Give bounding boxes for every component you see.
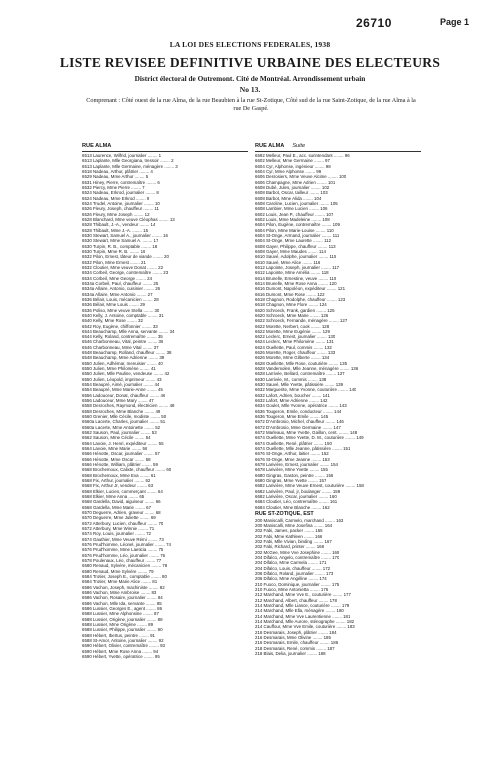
page-label: Page 1: [440, 17, 470, 27]
left-column: [82, 143, 248, 659]
elector-entry: 6546 Charbonneau, Mme Vital ........ 37: [82, 344, 159, 350]
elector-entry: 218 Blais, Delia, journalier ........ 188: [255, 650, 326, 656]
elector-entry: 6590 Hébert, Yvette, opératrice ........ 95: [82, 653, 160, 659]
elector-entry: 6526 Fleury, Joseph, chauffeur ........ 11: [82, 206, 159, 212]
elector-entry: 6678 Larivière, Ernest, journalier ........ 154: [255, 462, 338, 468]
elector-entry: 6524 Nadeau, Mme Erkrod ........ 9: [82, 195, 150, 201]
elector-entry: 6604 Pilon, Mme Marie-Louise ........ 110: [255, 227, 334, 233]
elector-entry: 6550 Julien, Mlle Pauline, vendeuse ........ 42: [82, 371, 170, 377]
elector-entry: 6526 Fleury, Mme Joseph ........ 12: [82, 211, 150, 217]
elector-entry: 6560a Lacerte, Charles, journalier ........ 51: [82, 419, 166, 425]
elector-entry: 6604 St-Onge, Mme Laurette ........ 112: [255, 238, 332, 244]
column-rule: [82, 151, 248, 152]
elector-entry: 6568 Elkier, Mme Anna ........ 65: [82, 494, 145, 499]
elector-entry: 6684 Cloutier, Léo, contremaître ........ 161: [255, 499, 338, 505]
elector-entry: 6513 Laurence, Wilfrid, journalier ........ 1: [82, 153, 162, 158]
elector-entry: 6530 Stewart, Samuel A., journalier ........ 16: [82, 232, 168, 238]
elector-entry: 6540 Kelly, Mme Rose ........ 32: [82, 318, 143, 324]
elector-entry: 6612 Lapointe, Mme Amélia ........ 118: [255, 270, 329, 276]
elector-entry: 6524 Trudel, Antoine, journalier ........ 10: [82, 200, 160, 206]
elector-entry: 6558 Desroches, Mme Blanche ........ 49: [82, 408, 161, 414]
elector-entry: 6566 Hénotte, Oscar, journalier ........ 57: [82, 451, 160, 457]
elector-entry: 6530 Stewart, Mme Samuel A. ........ 17: [82, 238, 159, 244]
elector-entry: 6588 Lussier, Mme Alphonsine ........ 87: [82, 611, 159, 617]
elector-entry: 6624 Leclerc, Mme Philomène ........ 131: [255, 339, 334, 345]
elector-entry: 6604 Cyr, Alphonse, ingénieur ........ 98: [255, 163, 331, 169]
elector-list: [82, 153, 248, 659]
elector-entry: 6568 Gardella, David, aiguiseur ........ 66: [82, 499, 161, 505]
elector-entry: 6570 Deguerre, Mme Juliette ........ 69: [82, 515, 156, 521]
elector-entry: 6566 Hénotte, William, plâtrier ........ 59: [82, 462, 158, 468]
elector-entry: 6528 Thibault, Mme J.-A. ........ 15: [82, 227, 149, 233]
elector-entry: 6588 Lussier, Philippe, journalier ........ 90: [82, 627, 163, 633]
elector-entry: 6678 Larivière, Mme Yvette ........ 155: [255, 467, 328, 473]
elector-list: [255, 153, 421, 510]
elector-entry: 6532 Pilon, Ernest, tâteur de viande ........ 20: [82, 254, 169, 260]
elector-entry: 6592 Melleur, Paul E., acc. surintendant ........ 96: [255, 153, 350, 158]
elector-entry: 6618 Chagnon, Mme Flore ........ 124: [255, 302, 327, 308]
elector-entry: 6588 St-Amor, Antoine, journalier ........ 92: [82, 637, 164, 643]
elector-entry: 6586 Vachon, Mme Ambroise ........ 83: [82, 589, 157, 595]
elector-entry: 210 Fuoco, Mme Antonietta ........ 176: [255, 587, 329, 593]
elector-entry: 6544 Kelly, Roland, contremaître ........ 35: [82, 334, 163, 340]
elector-entry: 6624 Ouellette, Paul, commis ........ 132: [255, 344, 332, 350]
elector-entry: 6628 Vandemolen, Mlle Jeanne, ménagère ........ 136: [255, 366, 359, 372]
elector-entry: 6513 Laplante, Mlle Germaine, ménagère ........ 3: [82, 163, 178, 169]
elector-entry: 6636 Tougeron, Mme Emile ........ 145: [255, 414, 329, 420]
district-line: District électoral de Outremont. Cité de Montréal. Arrondissement urbain: [134, 74, 366, 83]
elector-entry: 6682 Larivière, Mme Veuve Ernest, couturière ........ 158: [255, 483, 364, 489]
suite-label: Suite: [292, 143, 306, 149]
elector-entry: 6570 Deguerre, Adrien, graveur ........ 68: [82, 509, 161, 515]
street-name: RUE ALMA: [255, 143, 285, 149]
elector-entry: 6568 Elkier, Lucien, commerçant ........ 64: [82, 488, 163, 494]
elector-entry: 6536 Bélair, Louis, mécanicien ........ 28: [82, 296, 159, 302]
elector-entry: 6676 St-Onge, Arthur, laitier ........ 152: [255, 451, 329, 457]
elector-entry: 6534 Corbeil, Mme George ........ 24: [82, 275, 153, 281]
elector-entry: 6616 Dumont, Napoléon, expéditeur ........ 121: [255, 286, 346, 292]
elector-entry: 218 Desmarais, René, commis ........ 187: [255, 645, 335, 651]
elector-entry: 6614 Brunelle, Ernestine, veuve ........ 119: [255, 275, 337, 281]
elector-entry: 210 Fuoco, Dominique, journalier ........ 175: [255, 581, 340, 587]
elector-entry: 6568 Fix, Arthur, journalier ........ 62: [82, 478, 151, 484]
elector-entry: 6628 Ouellette, Mlle Rose, couturière ........ 135: [255, 360, 348, 366]
elector-entry: 202 McGee, Mme Vve Josephine ........ 169: [255, 549, 340, 555]
elector-entry: 6556 Ladouceur, Mme Mary ........ 47: [82, 398, 154, 404]
elector-entry: 6620 Schroeck, Mme Marie ........ 126: [255, 312, 329, 318]
elector-entry: 216 Desmarais, Emile, chauffeur ........ 186: [255, 640, 339, 646]
elector-entry: 6674 Ouellette, Mlle Jeanne, pâtissière ........ 151: [255, 446, 351, 452]
elector-entry: 6540 Kelly, J. Antoine, comptable ........ 31: [82, 312, 164, 318]
elector-entry: 6584 Trotier, Joseph E., comptable ........ 80: [82, 573, 167, 579]
elector-entry: 6564 Lavoie, Mme Marie ........ 56: [82, 446, 148, 452]
elector-entry: 6532 Cloutier, Mme veuve Donat ........ 22: [82, 264, 164, 270]
elector-entry: 214 Marchand, Mlle Liance, couturière ........ 179: [255, 603, 350, 609]
elector-entry: 212 Marchand, Mme Vve E., couturière ........ 177: [255, 592, 351, 598]
elector-entry: 6560 Grenier, Mlle Cécile, modiste ........ 50: [82, 414, 167, 420]
elector-entry: 6606 Champagne, Mme Adrien ........ 101: [255, 179, 336, 185]
elector-entry: 6672 Marleaux, Mme Yvette, Gaillon, cent. ........ 148: [255, 430, 358, 436]
elector-entry: 6608 Gayer, Mme Maudes ........ 114: [255, 248, 326, 254]
elector-entry: 6534a Allaire, Antonio, cuisinier ........ 26: [82, 286, 161, 292]
elector-entry: 6680 Gingras, Gaston, peintre ........ 156: [255, 472, 334, 478]
elector-entry: 6528 Blanchard, Mme veuve Cléophas ........ 13: [82, 216, 175, 222]
elector-entry: 202 Fabi, Mme Kathleen ........ 166: [255, 533, 323, 539]
elector-entry: 6562 Sauson, Paul, journalier ........ 53: [82, 430, 157, 436]
elector-entry: 6530 Turpin, Mme R. B. ........ 19: [82, 248, 146, 254]
elector-entry: 6566 Hénotte, Mme Oscar ........ 58: [82, 456, 151, 462]
elector-entry: 6568 Brochemoux, Mme Eva ........ 61: [82, 472, 156, 478]
elector-entry: 6544 Beauchamp, Mlle Anna, servante ........ 34: [82, 328, 175, 334]
elector-row: [255, 651, 421, 656]
elector-entry: 6680 Gingras, Mme Yvette ........ 157: [255, 478, 327, 484]
elector-entry: 6614 Brunelle, Mme Rose Anna ........ 120: [255, 280, 337, 286]
elector-entry: 6630 Sauvé, Mlle Yvette, pâtissière ........ 139: [255, 382, 344, 388]
elector-entry: 6568 Gardella, Mme Marie ........ 67: [82, 504, 152, 510]
comprenant-description: Comprenant : Côté ouest de la rue Alma, de la rue Beaubien à la rue St-Zotique, Côté sud de la rue Saint-Zotique, de la rue Alma à la rue De Gaspé.: [86, 97, 416, 112]
elector-entry: 212 Marchand, Albert, chauffeur ........ 178: [255, 597, 337, 603]
elector-entry: 6610 Sauvé, Mme Alice ........ 116: [255, 259, 321, 265]
elector-entry: 202 Fabi, James, packer ........ 165: [255, 528, 323, 534]
elector-entry: 206 Difalco, Roland, journalier ........ 173: [255, 571, 334, 577]
stamp-number: 26710: [356, 16, 392, 30]
elector-entry: 6548 Beauchamp, Rolland, chauffeur ........ 38: [82, 350, 172, 356]
elector-entry: 202 Fabi, Mlle Vivian, binding ........ 167: [255, 539, 332, 545]
elector-entry: 6550 Julien, Léopold, imprimeur ........ 43: [82, 376, 162, 382]
elector-entry: 6554 Beaupré, Mme Marie-Anne ........ 45: [82, 387, 163, 393]
elector-row: [82, 654, 248, 659]
column-rule: [255, 151, 421, 152]
elector-entry: 6632 Lafort, Mme Adrienne ........ 142: [255, 398, 328, 404]
elector-entry: 6548 Beauchamp, Mme Adrienne ........ 39: [82, 355, 165, 361]
elector-entry: 6608 Dubé, Jules, journalier ........ 102: [255, 184, 330, 190]
elector-entry: 6556 Ladouceur, Donat, chauffeur ........ 46: [82, 392, 166, 398]
elector-entry: 6590 Hébert, Olivier, contremaître ........ 93: [82, 643, 165, 649]
elector-entry: 6602 Louis, Jean P., chauffeur ........ 107: [255, 211, 334, 217]
elector-entry: 6618 Chagnon, Rodolphe, chauffeur ........ 123: [255, 296, 346, 302]
elector-entry: 6578 Poulenaux, Léo, chauffeur ........ 77: [82, 557, 162, 563]
elector-entry: 6531 Hiney, Pierre, contremaître ........ 6: [82, 179, 160, 185]
elector-entry: 6513 Laplante, Mlle Georgiana, tressoir ........ 2: [82, 158, 174, 164]
elector-entry: 6606 Desrosiers, Mme Veuve Alcime ........ 100: [255, 174, 347, 180]
elector-entry: 6564 Lavoie, J. Henri, expéditeur ........ 55: [82, 440, 164, 446]
elector-entry: 6576 Prud'homme, Léonel, journalier ........ 74: [82, 541, 171, 547]
elector-entry: 6682 Larivière, Paul, jr, boulanger ........ 159: [255, 488, 341, 494]
elector-entry: 6608 Barbot, Mme Alida ........ 104: [255, 195, 322, 201]
list-title: LISTE REVISEE DEFINITIVE URBAINE DES ELECTEURS: [59, 55, 441, 70]
elector-entry: 6532 Piercy, Mme Pierre ........ 7: [82, 184, 145, 190]
elector-entry: 204 Difalco, Mme Carmela ........ 171: [255, 560, 327, 566]
elector-entry: 6622 Schroeck, Fernande, ménagère ........ 127: [255, 318, 348, 324]
elector-entry: 200 Maniscalli, Mme Josefina ........ 164: [255, 523, 333, 529]
elector-entry: 6586 Lussier, Georges E., agent ........ 86: [82, 605, 163, 611]
elector-entry: 6572 Atterbury, Lucien, chauffeur ........ 70: [82, 520, 164, 526]
elector-entry: 6684 Cloutier, Mme Blanche ........ 162: [255, 504, 330, 510]
elector-entry: 6676 St-Onge, Mme Jeanne ........ 153: [255, 456, 330, 462]
elector-entry: 6574 Gauthier, Mme Veuve Rémi ........ 73: [82, 536, 164, 542]
elector-entry: 6632 Lafort, Adrien, boucher ........ 141: [255, 392, 330, 398]
elector-entry: 6586 Vachon, Rosaire, journalier ........ 84: [82, 595, 163, 601]
elector-entry: 6534 Corbeil, George, contremaître ........ 23: [82, 270, 169, 276]
elector-entry: 6602 Melleur, Mme Germaine ........ 97: [255, 158, 330, 164]
elector-entry: 6532 Pilon, Mme Ernest ........ 21: [82, 259, 146, 265]
elector-entry: 6628 Larrivée, Bellard, contremaître ........ 137: [255, 371, 345, 377]
elector-entry: 6682 Larivière, Oscar, journalier ........ 160: [255, 494, 337, 499]
election-title: LA LOI DES ELECTIONS FEDERALES, 1938: [169, 40, 331, 49]
column-header: [255, 143, 421, 150]
elector-entry: 6632 Marguerite, Mme Yvonne, couturière ........ 140: [255, 387, 357, 393]
elector-entry: 6534a Corbeil, Paul, chauffeur ........ 25: [82, 280, 159, 286]
elector-entry: 214 Cauffour, Mme Vve Emile, couturière ........ 183: [255, 624, 355, 630]
column-header: [82, 143, 248, 150]
elector-entry: 6550 Julien, Mme Philomène ........ 41: [82, 366, 156, 372]
elector-entry: 6568 Fix, Arthur Jr, vendeur ........ 63: [82, 483, 154, 489]
elector-entry: 206 Difalco, Mme Angéline ........ 174: [255, 576, 327, 582]
elector-list: [255, 518, 421, 657]
elector-entry: 6562 Sauson, Mme Cécile ........ 54: [82, 435, 151, 441]
elector-entry: 6608 Caroline, Lucien, journalier ........ 105: [255, 200, 338, 206]
elector-entry: 214 Marchand, Mlle Aurore, sténographe ........ 182: [255, 619, 355, 624]
elector-entry: 6586 Vachon, Mlle Ida, servante ........ 85: [82, 600, 162, 606]
elector-entry: 6608 Barbot, Oscar, tailleur ........ 103: [255, 190, 328, 196]
elector-entry: 6576 Prud'homme, Mme Laeticia ........ 75: [82, 547, 164, 553]
elector-entry: 6622 Morette, Nerbert, cook ........ 128: [255, 323, 330, 329]
elector-entry: 6612 Lapointe, Joseph, journalier ........ 117: [255, 264, 340, 270]
elector-entry: 6542 Roy, Eugène, chiffonnier ........ 33: [82, 323, 158, 329]
elector-entry: 6610 Sauvé, Adolphe, journalier ........ 115: [255, 254, 337, 260]
elector-entry: 6546 Charbonneau, Vital, peintre ........ 36: [82, 339, 164, 345]
elector-entry: 6536 Poliso, Mme veuve Stella ........ 30: [82, 307, 160, 313]
elector-entry: 6634 Goulet, Mlle Yvonne, opératrice ........ 143: [255, 403, 347, 409]
elector-entry: 6672 D'Ambrosio, Mme Germaine ........ 147: [255, 424, 341, 430]
elector-entry: 6528 Thibault, J.-A., vendeur ........ 14: [82, 222, 156, 228]
elector-entry: 6636 Tougeron, Emile, conducteur ........ 144: [255, 408, 342, 414]
street-subheader: RUE ST-ZOTIQUE, EST: [255, 511, 314, 518]
elector-entry: 6534a Allaire, Mme Antonio ........ 27: [82, 291, 153, 297]
elector-entry: 6568 Brochemoux, Calixte, chauffeur ........ 60: [82, 467, 172, 473]
elector-entry: 214 Marchand, Mlle Ella, ménagère ........ 180: [255, 608, 344, 614]
elector-entry: 6529 Nadeau, Mme Arthur ........ 5: [82, 174, 149, 180]
elector-entry: 6584 Trotier, Mme Marie Alice ........ 81: [82, 579, 158, 585]
elector-entry: 214 Marchand, Mme Vve Laurentienne ........ 181: [255, 613, 351, 619]
elector-entry: 204 Difalco, Louis, chauffeur ........ 172: [255, 565, 331, 571]
elector-entry: 6590 Hébert, Mme Rose Anna ........ 94: [82, 648, 159, 654]
elector-entry: 6574 Roy, Louis, journalier ........ 72: [82, 531, 151, 537]
elector-entry: 6604 Pilon, Eugène, contremaître ........ 109: [255, 222, 340, 228]
elector-entry: 6622 Morette, Mme Eugénie ........ 129: [255, 328, 330, 334]
elector-entry: 6580 Renaud, Sylvère, mécanicien ........ 78: [82, 563, 168, 569]
elector-entry: 6620 Schroeck, Frank, gardien ........ 125: [255, 307, 335, 313]
elector-entry: 216 Desmarais, Joseph, plâtrier ........ 184: [255, 629, 337, 635]
elector-entry: 6588 Hébert, Ibertus, peintre ........ 91: [82, 632, 155, 638]
elector-entry: 200 Maniscalli, Carmelo, marchand ........ 163: [255, 517, 344, 523]
elector-row: [255, 505, 421, 510]
elector-entry: 6576 Prud'homme, Léo, journalier ........ 76: [82, 552, 166, 558]
elector-entry: 6588 Lussier, Mme Origène ........ 89: [82, 621, 154, 627]
elector-entry: 6586 Vachon, Joseph, machiniste ........ 82: [82, 584, 165, 590]
elector-entry: 6672 D'Ambrosio, Michel, chauffeur ........ 146: [255, 419, 344, 425]
elector-entry: 6558 Desroches, Raymond, électricien ........ 48: [82, 403, 175, 409]
elector-entry: 6588 Lussier, Origène, journalier ........ 88: [82, 616, 163, 622]
arrondissement-number: No 13.: [239, 85, 261, 94]
elector-entry: 6630 Larrivée, M., commis ........ 138: [255, 376, 327, 382]
elector-entry: 6604 Cyr, Mme Alphonse ........ 99: [255, 168, 322, 174]
elector-entry: 6580 Renaud, Mme Sylvère ........ 79: [82, 568, 154, 574]
right-column: [255, 143, 421, 656]
elector-entry: 6616 Dumont, Mme Rose ........ 122: [255, 291, 325, 297]
elector-entry: 6622 Leclerc, Ernest, journalier ........ 130: [255, 334, 336, 340]
elector-entry: 6554 Beaupré, Aimé, journalier ........ 44: [82, 382, 160, 388]
elector-entry: 6550 Julien, Adhémar, menuisier ........ 40: [82, 360, 163, 366]
elector-entry: 6674 Ouellette, René, plâtrier ........ 150: [255, 440, 332, 446]
elector-entry: 6572 Atterbury, Mme Winnie ........ 71: [82, 525, 155, 531]
elector-entry: 216 Desmarais, Mme Olivine ........ 185: [255, 634, 331, 640]
elector-entry: 202 Fabi, Richard, printer ........ 168: [255, 544, 325, 550]
elector-entry: 6536 Bélair, Mme Louis ........ 29: [82, 302, 145, 308]
elector-entry: 6530 Turpin, R. B., comptable ........ 18: [82, 243, 158, 249]
elector-entry: 6518 Nadeau, Arthur, plâtrier ........ 4: [82, 168, 153, 174]
elector-entry: 6626 Morette, Roger, chauffeur ........ 133: [255, 350, 336, 356]
elector-entry: 204 Difalco, Angelo, contremaître ........ 170: [255, 555, 340, 561]
elector-entry: 6608 Lambier, Mme Lucien ........ 106: [255, 206, 328, 212]
elector-entry: 6560a Lacerte, Mme Antoinette ........ 52: [82, 424, 161, 430]
elector-entry: 6604 St-Onge, Armand, journalier ........ 111: [255, 232, 340, 238]
elector-entry: 6602 Louis, Mme Madeleine ........ 108: [255, 216, 330, 222]
elector-entry: 6524 Nadeau, Erkrod, journalier ........ 8: [82, 190, 159, 196]
elector-entry: 6674 Ouellette, Mme Yvette, D. M., couturière ........ 149: [255, 435, 364, 441]
street-name: RUE ALMA: [82, 143, 112, 149]
elector-entry: 6626 Morette, Mme Gilberte ........ 134: [255, 355, 330, 361]
elector-entry: 6608 Gayer, Philippe, chauffeur ........ 113: [255, 243, 336, 249]
